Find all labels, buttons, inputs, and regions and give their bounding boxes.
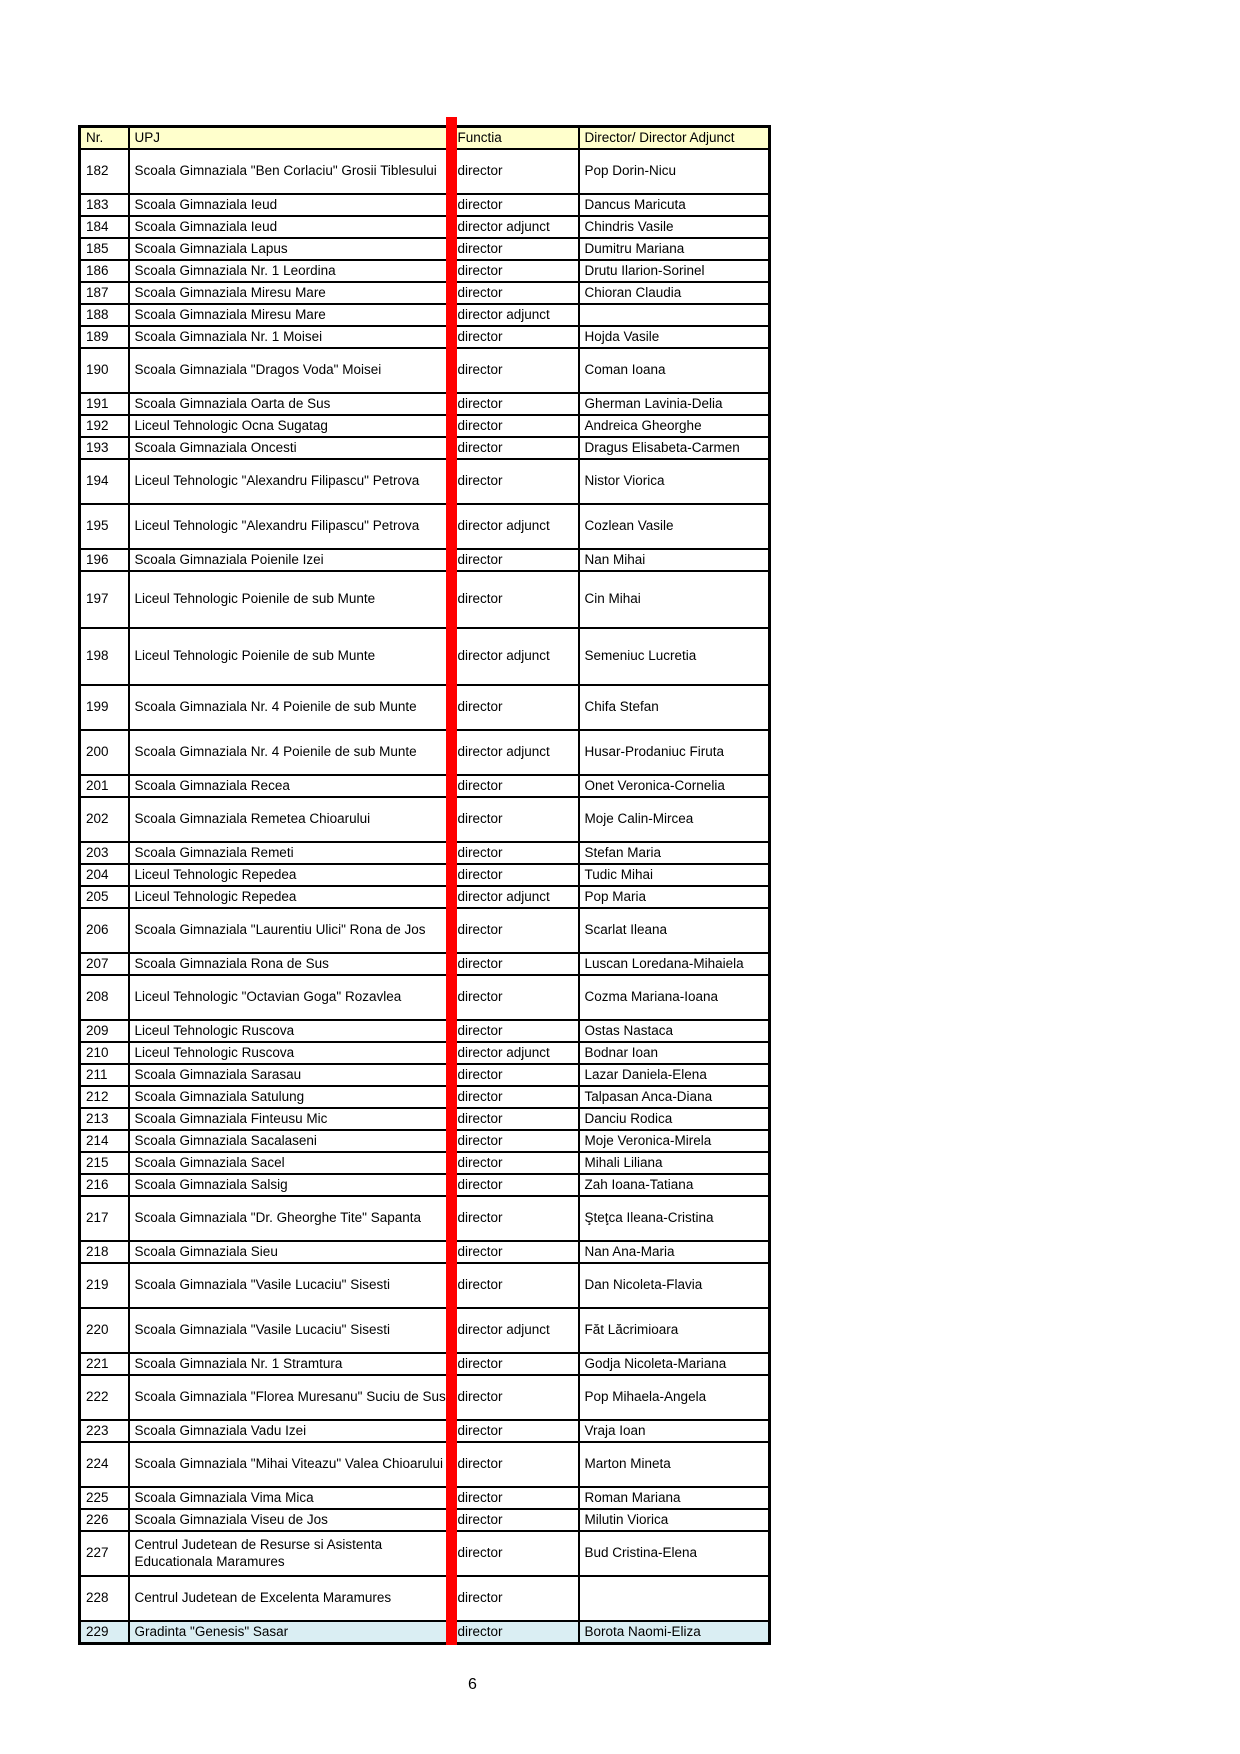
row-number-cell: 186 bbox=[80, 260, 129, 282]
functia-cell: director bbox=[452, 1196, 579, 1241]
row-number-cell: 187 bbox=[80, 282, 129, 304]
functia-cell: director bbox=[452, 238, 579, 260]
functia-cell: director adjunct bbox=[452, 1308, 579, 1353]
director-cell: Luscan Loredana-Mihaiela bbox=[579, 953, 770, 975]
table-row bbox=[80, 628, 770, 685]
table-row bbox=[80, 1241, 770, 1263]
row-number-cell: 214 bbox=[80, 1130, 129, 1152]
table-row bbox=[80, 864, 770, 886]
functia-cell: director bbox=[452, 1108, 579, 1130]
row-number-cell: 192 bbox=[80, 415, 129, 437]
col-header-upj: UPJ bbox=[129, 127, 452, 150]
upj-cell: Liceul Tehnologic Repedea bbox=[129, 886, 452, 908]
table-row bbox=[80, 1621, 770, 1643]
director-cell: Chifa Stefan bbox=[579, 685, 770, 730]
director-cell: Stefan Maria bbox=[579, 842, 770, 864]
director-cell bbox=[579, 304, 770, 326]
table-row bbox=[80, 797, 770, 842]
table-row bbox=[80, 1020, 770, 1042]
upj-cell: Scoala Gimnaziala Remeti bbox=[129, 842, 452, 864]
table-row bbox=[80, 415, 770, 437]
upj-cell: Scoala Gimnaziala Nr. 1 Moisei bbox=[129, 326, 452, 348]
table-row bbox=[80, 886, 770, 908]
functia-cell: director bbox=[452, 549, 579, 571]
row-number-cell: 195 bbox=[80, 504, 129, 549]
row-number-cell: 204 bbox=[80, 864, 129, 886]
upj-cell: Liceul Tehnologic Ruscova bbox=[129, 1042, 452, 1064]
functia-cell: director bbox=[452, 1263, 579, 1308]
row-number-cell: 184 bbox=[80, 216, 129, 238]
upj-cell: Scoala Gimnaziala Sacel bbox=[129, 1152, 452, 1174]
director-cell: Tudic Mihai bbox=[579, 864, 770, 886]
table-body bbox=[80, 149, 770, 1643]
row-number-cell: 203 bbox=[80, 842, 129, 864]
director-cell: Marton Mineta bbox=[579, 1442, 770, 1487]
upj-cell: Scoala Gimnaziala Miresu Mare bbox=[129, 282, 452, 304]
functia-cell: director adjunct bbox=[452, 1042, 579, 1064]
director-cell: Godja Nicoleta-Mariana bbox=[579, 1353, 770, 1375]
table-row bbox=[80, 842, 770, 864]
functia-cell: director adjunct bbox=[452, 504, 579, 549]
table-row bbox=[80, 149, 770, 194]
functia-cell: director bbox=[452, 1353, 579, 1375]
table-row bbox=[80, 304, 770, 326]
functia-cell: director adjunct bbox=[452, 628, 579, 685]
table-row bbox=[80, 685, 770, 730]
upj-cell: Liceul Tehnologic "Octavian Goga" Rozavlea bbox=[129, 975, 452, 1020]
row-number-cell: 182 bbox=[80, 149, 129, 194]
row-number-cell: 196 bbox=[80, 549, 129, 571]
upj-cell: Gradinta "Genesis" Sasar bbox=[129, 1621, 452, 1643]
director-cell: Cozma Mariana-Ioana bbox=[579, 975, 770, 1020]
director-cell: Nan Mihai bbox=[579, 549, 770, 571]
upj-cell: Scoala Gimnaziala Vadu Izei bbox=[129, 1420, 452, 1442]
table-row bbox=[80, 1263, 770, 1308]
row-number-cell: 215 bbox=[80, 1152, 129, 1174]
director-cell: Zah Ioana-Tatiana bbox=[579, 1174, 770, 1196]
director-cell: Nistor Viorica bbox=[579, 459, 770, 504]
upj-cell: Centrul Judetean de Excelenta Maramures bbox=[129, 1576, 452, 1621]
director-cell: Cozlean Vasile bbox=[579, 504, 770, 549]
upj-cell: Scoala Gimnaziala Salsig bbox=[129, 1174, 452, 1196]
director-cell: Drutu Ilarion-Sorinel bbox=[579, 260, 770, 282]
table-header-row bbox=[80, 127, 770, 150]
row-number-cell: 202 bbox=[80, 797, 129, 842]
table-row bbox=[80, 549, 770, 571]
row-number-cell: 226 bbox=[80, 1509, 129, 1531]
table-row bbox=[80, 238, 770, 260]
functia-cell: director bbox=[452, 348, 579, 393]
upj-cell: Scoala Gimnaziala Rona de Sus bbox=[129, 953, 452, 975]
upj-cell: Liceul Tehnologic "Alexandru Filipascu" Petrova bbox=[129, 459, 452, 504]
director-cell: Ostas Nastaca bbox=[579, 1020, 770, 1042]
functia-cell: director adjunct bbox=[452, 304, 579, 326]
functia-cell: director bbox=[452, 1420, 579, 1442]
director-cell: Onet Veronica-Cornelia bbox=[579, 775, 770, 797]
table-row bbox=[80, 504, 770, 549]
director-cell: Talpasan Anca-Diana bbox=[579, 1086, 770, 1108]
row-number-cell: 217 bbox=[80, 1196, 129, 1241]
upj-cell: Scoala Gimnaziala Sarasau bbox=[129, 1064, 452, 1086]
table-row bbox=[80, 1196, 770, 1241]
row-number-cell: 194 bbox=[80, 459, 129, 504]
row-number-cell: 222 bbox=[80, 1375, 129, 1420]
director-cell: Chindris Vasile bbox=[579, 216, 770, 238]
director-cell: Cin Mihai bbox=[579, 571, 770, 628]
functia-cell: director bbox=[452, 1020, 579, 1042]
director-cell: Coman Ioana bbox=[579, 348, 770, 393]
table-row bbox=[80, 459, 770, 504]
functia-cell: director bbox=[452, 393, 579, 415]
upj-cell: Liceul Tehnologic "Alexandru Filipascu" Petrova bbox=[129, 504, 452, 549]
row-number-cell: 219 bbox=[80, 1263, 129, 1308]
table-row bbox=[80, 260, 770, 282]
director-cell: Bodnar Ioan bbox=[579, 1042, 770, 1064]
table-row bbox=[80, 908, 770, 953]
table-row bbox=[80, 1152, 770, 1174]
director-cell: Pop Mihaela-Angela bbox=[579, 1375, 770, 1420]
row-number-cell: 208 bbox=[80, 975, 129, 1020]
functia-cell: director bbox=[452, 1621, 579, 1643]
row-number-cell: 205 bbox=[80, 886, 129, 908]
functia-cell: director bbox=[452, 1086, 579, 1108]
row-number-cell: 183 bbox=[80, 194, 129, 216]
table-row bbox=[80, 953, 770, 975]
row-number-cell: 191 bbox=[80, 393, 129, 415]
upj-cell: Centrul Judetean de Resurse si Asistenta Educationala Maramures bbox=[129, 1531, 452, 1576]
table-row bbox=[80, 1509, 770, 1531]
upj-cell: Liceul Tehnologic Ruscova bbox=[129, 1020, 452, 1042]
functia-cell: director bbox=[452, 685, 579, 730]
row-number-cell: 190 bbox=[80, 348, 129, 393]
upj-cell: Scoala Gimnaziala Recea bbox=[129, 775, 452, 797]
table-row bbox=[80, 1108, 770, 1130]
table-row bbox=[80, 1442, 770, 1487]
functia-cell: director bbox=[452, 1064, 579, 1086]
row-number-cell: 211 bbox=[80, 1064, 129, 1086]
functia-cell: director bbox=[452, 437, 579, 459]
upj-cell: Scoala Gimnaziala "Ben Corlaciu" Grosii Tiblesului bbox=[129, 149, 452, 194]
table-row bbox=[80, 282, 770, 304]
table-row bbox=[80, 348, 770, 393]
director-cell: Hojda Vasile bbox=[579, 326, 770, 348]
functia-cell: director bbox=[452, 1487, 579, 1509]
upj-cell: Scoala Gimnaziala "Laurentiu Ulici" Rona de Jos bbox=[129, 908, 452, 953]
functia-cell: director bbox=[452, 326, 579, 348]
row-number-cell: 223 bbox=[80, 1420, 129, 1442]
row-number-cell: 229 bbox=[80, 1621, 129, 1643]
functia-cell: director bbox=[452, 282, 579, 304]
upj-cell: Scoala Gimnaziala "Dr. Gheorghe Tite" Sapanta bbox=[129, 1196, 452, 1241]
col-header-director: Director/ Director Adjunct bbox=[579, 127, 770, 150]
table-row bbox=[80, 194, 770, 216]
table-row bbox=[80, 1375, 770, 1420]
director-cell: Bud Cristina-Elena bbox=[579, 1531, 770, 1576]
functia-cell: director bbox=[452, 194, 579, 216]
upj-cell: Scoala Gimnaziala "Dragos Voda" Moisei bbox=[129, 348, 452, 393]
director-cell: Dan Nicoleta-Flavia bbox=[579, 1263, 770, 1308]
functia-cell: director bbox=[452, 571, 579, 628]
functia-cell: director bbox=[452, 1442, 579, 1487]
upj-cell: Scoala Gimnaziala Viseu de Jos bbox=[129, 1509, 452, 1531]
row-number-cell: 228 bbox=[80, 1576, 129, 1621]
director-cell: Vraja Ioan bbox=[579, 1420, 770, 1442]
functia-cell: director adjunct bbox=[452, 216, 579, 238]
functia-cell: director bbox=[452, 975, 579, 1020]
upj-cell: Scoala Gimnaziala "Mihai Viteazu" Valea Chioarului bbox=[129, 1442, 452, 1487]
table-row bbox=[80, 1531, 770, 1576]
row-number-cell: 207 bbox=[80, 953, 129, 975]
functia-cell: director bbox=[452, 1509, 579, 1531]
upj-cell: Scoala Gimnaziala Ieud bbox=[129, 216, 452, 238]
functia-cell: director bbox=[452, 415, 579, 437]
upj-cell: Scoala Gimnaziala Vima Mica bbox=[129, 1487, 452, 1509]
functia-cell: director bbox=[452, 1531, 579, 1576]
upj-cell: Liceul Tehnologic Ocna Sugatag bbox=[129, 415, 452, 437]
functia-cell: director bbox=[452, 149, 579, 194]
table-row bbox=[80, 393, 770, 415]
upj-cell: Liceul Tehnologic Poienile de sub Munte bbox=[129, 571, 452, 628]
table-row bbox=[80, 1064, 770, 1086]
col-header-functia: Functia bbox=[452, 127, 579, 150]
functia-cell: director bbox=[452, 953, 579, 975]
upj-cell: Scoala Gimnaziala Oarta de Sus bbox=[129, 393, 452, 415]
row-number-cell: 185 bbox=[80, 238, 129, 260]
upj-cell: Scoala Gimnaziala "Vasile Lucaciu" Sisesti bbox=[129, 1263, 452, 1308]
table-row bbox=[80, 1042, 770, 1064]
upj-cell: Scoala Gimnaziala Miresu Mare bbox=[129, 304, 452, 326]
director-cell: Lazar Daniela-Elena bbox=[579, 1064, 770, 1086]
table-row bbox=[80, 1174, 770, 1196]
functia-cell: director adjunct bbox=[452, 730, 579, 775]
row-number-cell: 210 bbox=[80, 1042, 129, 1064]
functia-cell: director bbox=[452, 1375, 579, 1420]
director-cell: Semeniuc Lucretia bbox=[579, 628, 770, 685]
director-cell: Făt Lăcrimioara bbox=[579, 1308, 770, 1353]
upj-cell: Scoala Gimnaziala Sieu bbox=[129, 1241, 452, 1263]
director-cell: Husar-Prodaniuc Firuta bbox=[579, 730, 770, 775]
functia-cell: director bbox=[452, 1576, 579, 1621]
table-row bbox=[80, 1086, 770, 1108]
director-cell: Milutin Viorica bbox=[579, 1509, 770, 1531]
director-cell: Dragus Elisabeta-Carmen bbox=[579, 437, 770, 459]
row-number-cell: 198 bbox=[80, 628, 129, 685]
functia-cell: director bbox=[452, 842, 579, 864]
upj-cell: Scoala Gimnaziala Nr. 4 Poienile de sub Munte bbox=[129, 685, 452, 730]
director-cell bbox=[579, 1576, 770, 1621]
functia-cell: director bbox=[452, 908, 579, 953]
functia-cell: director bbox=[452, 1130, 579, 1152]
director-cell: Moje Veronica-Mirela bbox=[579, 1130, 770, 1152]
director-cell: Chioran Claudia bbox=[579, 282, 770, 304]
row-number-cell: 201 bbox=[80, 775, 129, 797]
row-number-cell: 197 bbox=[80, 571, 129, 628]
director-cell: Pop Dorin-Nicu bbox=[579, 149, 770, 194]
col-header-nr: Nr. bbox=[80, 127, 129, 150]
director-cell: Roman Mariana bbox=[579, 1487, 770, 1509]
director-cell: Gherman Lavinia-Delia bbox=[579, 393, 770, 415]
functia-cell: director bbox=[452, 1152, 579, 1174]
upj-cell: Scoala Gimnaziala Lapus bbox=[129, 238, 452, 260]
table-row bbox=[80, 1308, 770, 1353]
upj-cell: Scoala Gimnaziala Nr. 1 Stramtura bbox=[129, 1353, 452, 1375]
upj-cell: Scoala Gimnaziala "Vasile Lucaciu" Sisesti bbox=[129, 1308, 452, 1353]
director-cell: Dumitru Mariana bbox=[579, 238, 770, 260]
upj-cell: Scoala Gimnaziala Remetea Chioarului bbox=[129, 797, 452, 842]
functia-cell: director bbox=[452, 459, 579, 504]
table-row bbox=[80, 437, 770, 459]
row-number-cell: 218 bbox=[80, 1241, 129, 1263]
table-row bbox=[80, 1487, 770, 1509]
functia-cell: director adjunct bbox=[452, 886, 579, 908]
row-number-cell: 213 bbox=[80, 1108, 129, 1130]
table-row bbox=[80, 326, 770, 348]
row-number-cell: 216 bbox=[80, 1174, 129, 1196]
row-number-cell: 225 bbox=[80, 1487, 129, 1509]
directors-table bbox=[78, 125, 771, 1645]
table-header bbox=[80, 127, 770, 150]
row-number-cell: 220 bbox=[80, 1308, 129, 1353]
upj-cell: Scoala Gimnaziala Finteusu Mic bbox=[129, 1108, 452, 1130]
upj-cell: Scoala Gimnaziala Satulung bbox=[129, 1086, 452, 1108]
row-number-cell: 212 bbox=[80, 1086, 129, 1108]
upj-cell: Scoala Gimnaziala Ieud bbox=[129, 194, 452, 216]
table-row bbox=[80, 1130, 770, 1152]
functia-cell: director bbox=[452, 1241, 579, 1263]
table-row bbox=[80, 216, 770, 238]
upj-cell: Scoala Gimnaziala Sacalaseni bbox=[129, 1130, 452, 1152]
director-cell: Dancus Maricuta bbox=[579, 194, 770, 216]
director-cell: Scarlat Ileana bbox=[579, 908, 770, 953]
director-cell: Mihali Liliana bbox=[579, 1152, 770, 1174]
table-row bbox=[80, 1353, 770, 1375]
row-number-cell: 227 bbox=[80, 1531, 129, 1576]
table-row bbox=[80, 975, 770, 1020]
director-cell: Nan Ana-Maria bbox=[579, 1241, 770, 1263]
director-cell: Danciu Rodica bbox=[579, 1108, 770, 1130]
upj-cell: Scoala Gimnaziala Nr. 1 Leordina bbox=[129, 260, 452, 282]
table-row bbox=[80, 571, 770, 628]
functia-cell: director bbox=[452, 775, 579, 797]
table-row bbox=[80, 1420, 770, 1442]
upj-cell: Scoala Gimnaziala "Florea Muresanu" Suciu de Sus bbox=[129, 1375, 452, 1420]
upj-cell: Scoala Gimnaziala Oncesti bbox=[129, 437, 452, 459]
director-cell: Andreica Gheorghe bbox=[579, 415, 770, 437]
row-number-cell: 221 bbox=[80, 1353, 129, 1375]
row-number-cell: 199 bbox=[80, 685, 129, 730]
upj-cell: Scoala Gimnaziala Nr. 4 Poienile de sub Munte bbox=[129, 730, 452, 775]
page-number: 6 bbox=[468, 1676, 477, 1693]
row-number-cell: 193 bbox=[80, 437, 129, 459]
row-number-cell: 224 bbox=[80, 1442, 129, 1487]
row-number-cell: 200 bbox=[80, 730, 129, 775]
row-number-cell: 209 bbox=[80, 1020, 129, 1042]
functia-cell: director bbox=[452, 260, 579, 282]
director-cell: Moje Calin-Mircea bbox=[579, 797, 770, 842]
functia-cell: director bbox=[452, 797, 579, 842]
table-row bbox=[80, 775, 770, 797]
director-cell: Borota Naomi-Eliza bbox=[579, 1621, 770, 1643]
table-row bbox=[80, 1576, 770, 1621]
director-cell: Şteţca Ileana-Cristina bbox=[579, 1196, 770, 1241]
row-number-cell: 188 bbox=[80, 304, 129, 326]
row-number-cell: 189 bbox=[80, 326, 129, 348]
functia-cell: director bbox=[452, 1174, 579, 1196]
table-row bbox=[80, 730, 770, 775]
upj-cell: Liceul Tehnologic Poienile de sub Munte bbox=[129, 628, 452, 685]
upj-cell: Scoala Gimnaziala Poienile Izei bbox=[129, 549, 452, 571]
row-number-cell: 206 bbox=[80, 908, 129, 953]
upj-cell: Liceul Tehnologic Repedea bbox=[129, 864, 452, 886]
red-marker-bar bbox=[446, 117, 457, 1645]
functia-cell: director bbox=[452, 864, 579, 886]
director-cell: Pop Maria bbox=[579, 886, 770, 908]
